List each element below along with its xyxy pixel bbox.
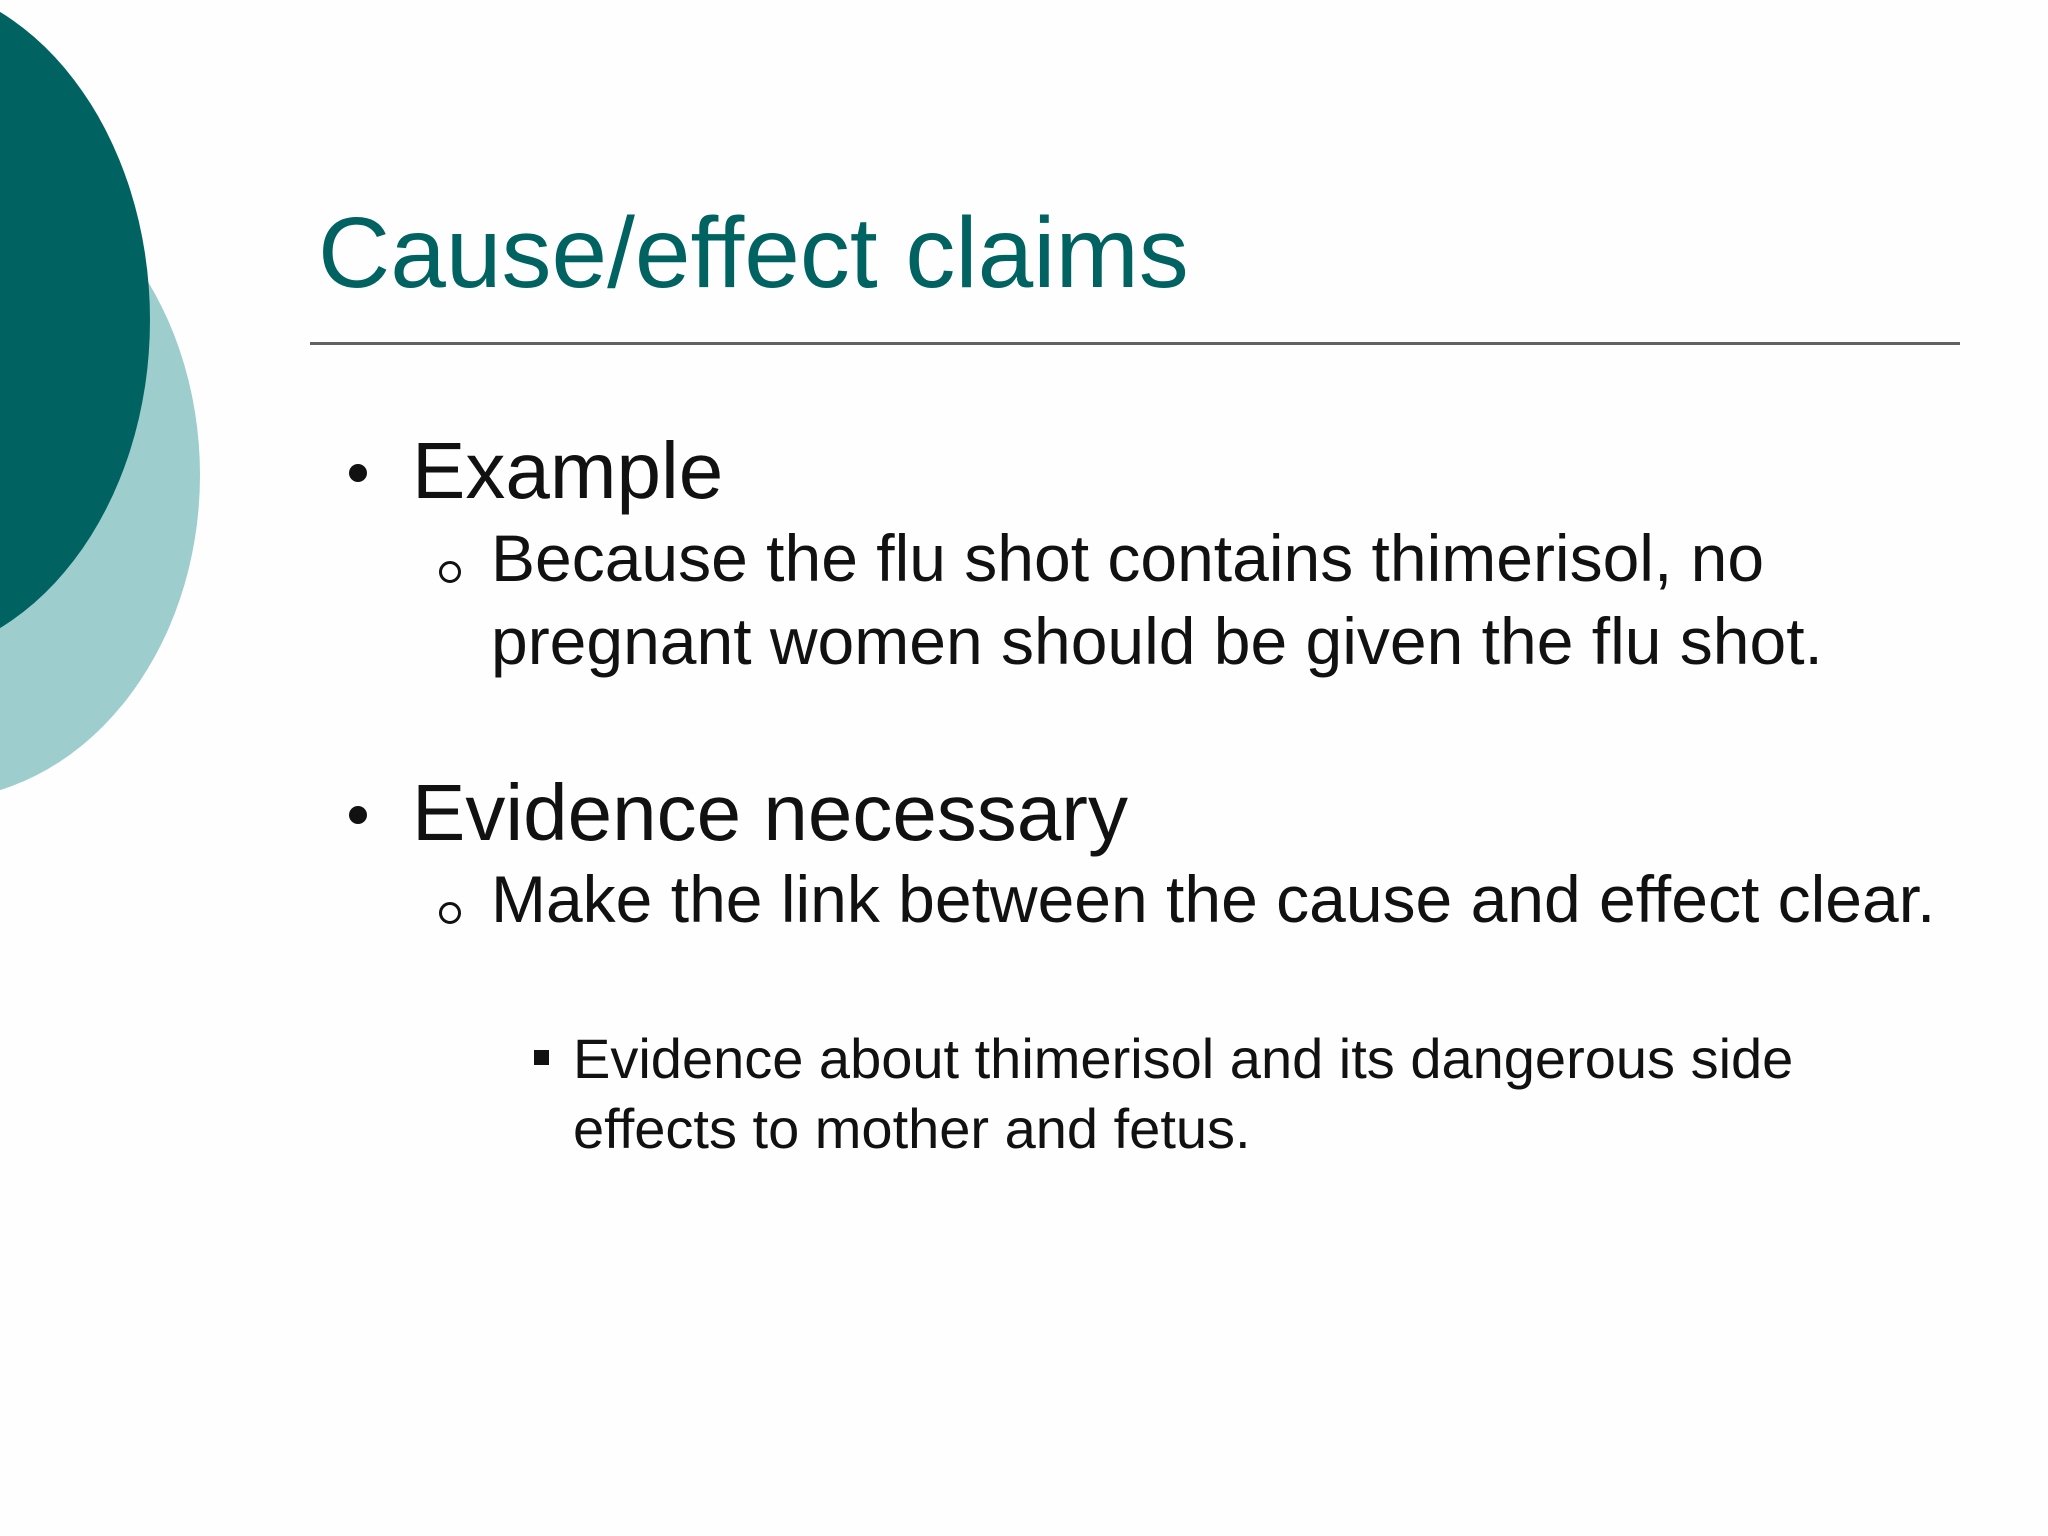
ring-bullet-icon [439,902,461,924]
sub-bullet-text: Make the link between the cause and effect clear. [491,862,1936,936]
bullet-text: Evidence necessary [412,768,1128,857]
disc-bullet-icon [349,464,367,482]
slide-title: Cause/effect claims [318,197,1189,309]
disc-bullet-icon [349,806,367,824]
square-bullet-icon [534,1050,549,1065]
bullet-text: Example [412,426,724,515]
sub-sub-bullet-text: Evidence about thimerisol and its dangerous side effects to mother and fetus. [573,1027,1794,1160]
sub-bullet-text: Because the flu shot contains thimerisol, no pregnant women should be given the flu shot. [491,521,1823,678]
ring-bullet-icon [439,561,461,583]
